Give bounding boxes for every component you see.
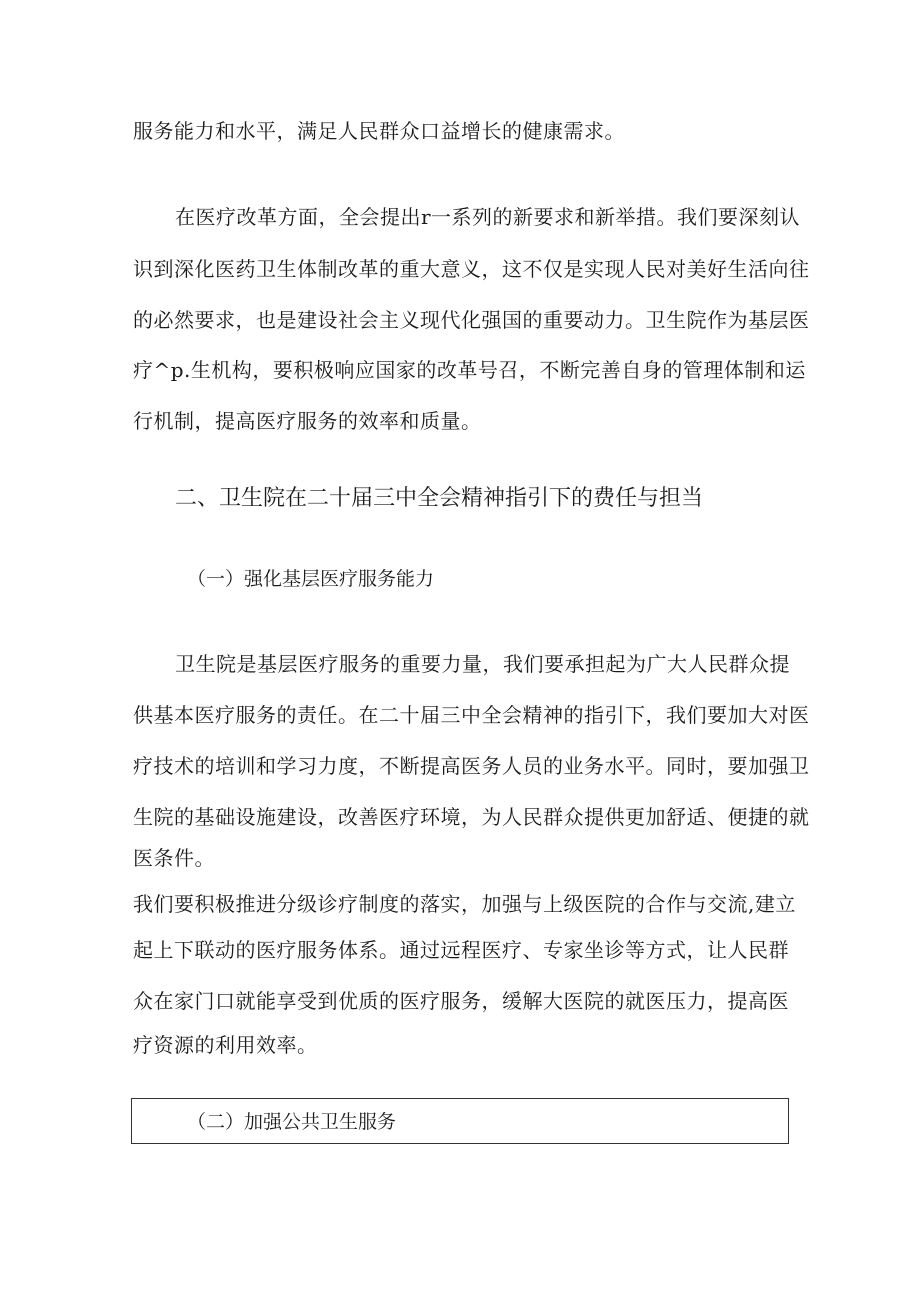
capacity-line-5: 医条件。 xyxy=(133,846,215,870)
capacity-line-1: 卫生院是基层医疗服务的重要力量，我们要承担起为广大人民群众提 xyxy=(175,652,790,676)
subsection-two-heading: （二）加强公共卫生服务 xyxy=(187,1111,397,1133)
tiered-line-2: 起上下联动的医疗服务体系。通过远程医疗、专家坐诊等方式，让人民群 xyxy=(133,938,789,962)
reform-line-2: 识到深化医药卫生体制改革的重大意义，这不仅是实现人民对美好生活向往 xyxy=(133,257,810,281)
capacity-line-2: 供基本医疗服务的责任。在二十届三中全会精神的指引下，我们要加大对医 xyxy=(133,703,810,727)
tiered-line-1: 我们要积极推进分级诊疗制度的落实，加强与上级医院的合作与交流,建立 xyxy=(133,892,796,916)
reform-line-5: 行机制，提高医疗服务的效率和质量。 xyxy=(133,409,482,433)
section-two-heading: 二、卫生院在二十届三中全会精神指引下的费任与担当 xyxy=(175,486,704,511)
tiered-line-3: 众在家门口就能享受到优质的医疗服务，缓解大医院的就医压力，提高医 xyxy=(133,989,789,1013)
reform-line-3: 的必然要求，也是建设社会主义现代化强国的重要动力。卫生院作为基层医 xyxy=(133,308,810,332)
subsection-two-box xyxy=(131,1098,789,1144)
reform-line-1: 在医疗改革方面，全会提出r一系列的新要求和新举措。我们要深刻认 xyxy=(175,205,801,229)
intro-line-1: 服务能力和水平，满足人民群众口益增长的健康需求。 xyxy=(133,119,625,143)
subsection-one-heading: （一）强化基层医疗服务能力 xyxy=(187,568,435,590)
capacity-line-4: 生院的基础设施建设，改善医疗环境，为人民群众提供更加舒适、便捷的就 xyxy=(133,805,810,829)
capacity-line-3: 疗技术的培训和学习力度，不断提高医务人员的业务水平。同时，要加强卫 xyxy=(133,754,810,778)
tiered-line-4: 疗资源的利用效率。 xyxy=(133,1033,318,1057)
reform-line-4: 疗^p.生机构，要积极响应国家的改革号召，不断完善自身的管理体制和运 xyxy=(133,358,806,382)
